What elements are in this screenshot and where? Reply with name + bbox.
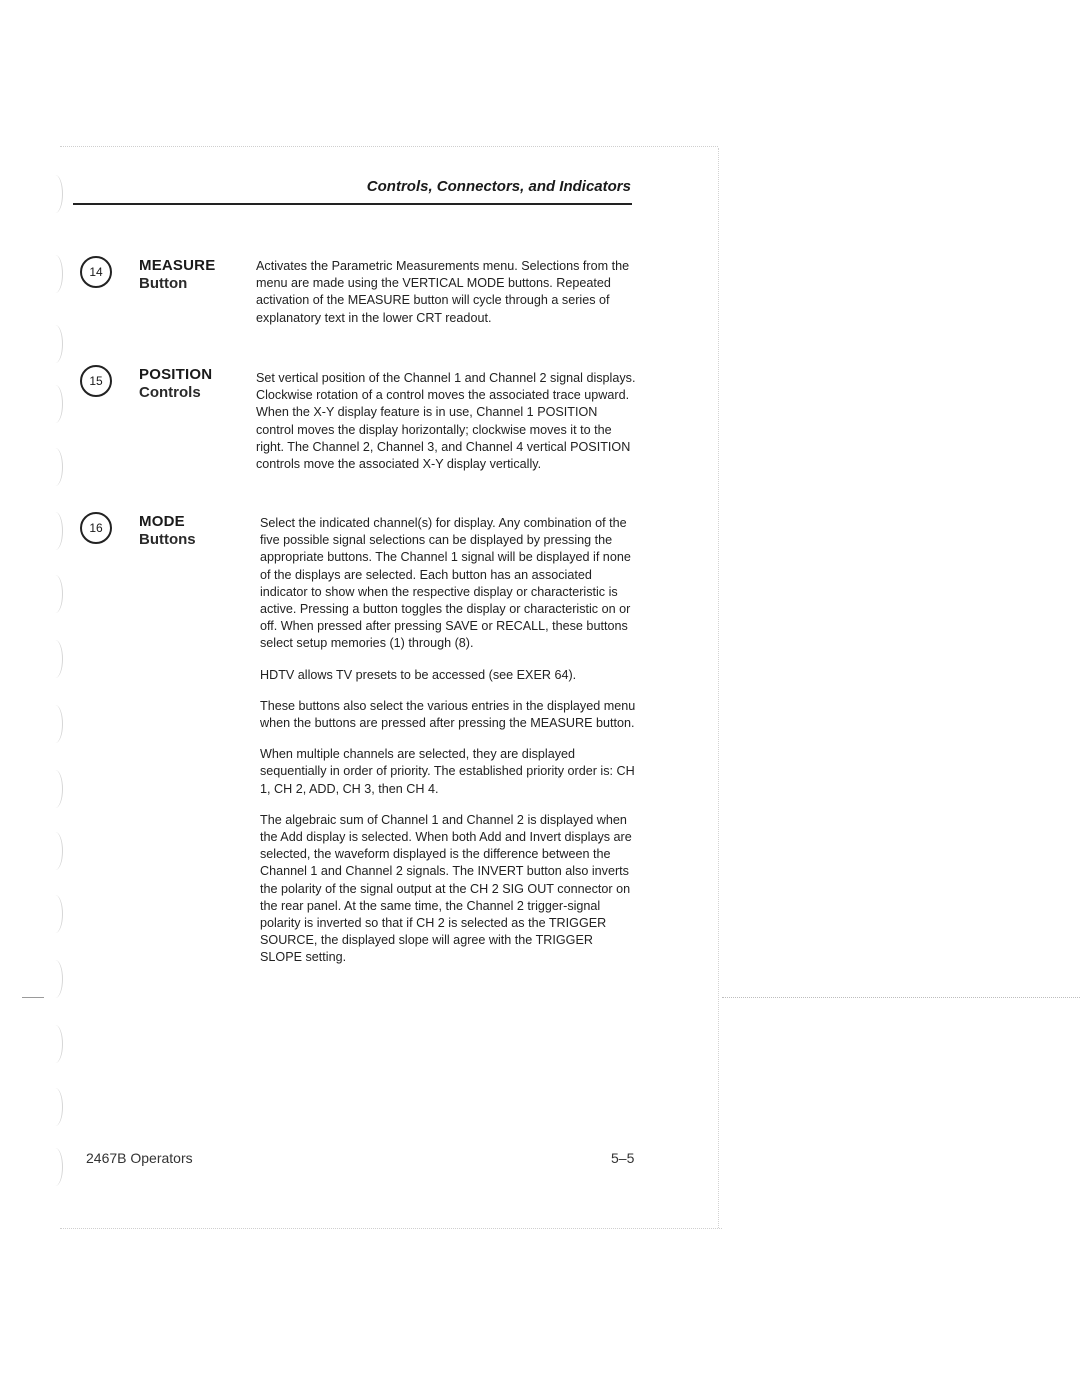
description-paragraph: The algebraic sum of Channel 1 and Channel 2 is displayed when the Add display is selected. When both Add and Invert displays are selected, the waveform displayed is the difference between the Channel 1 and Channel 2 signals. The INVERT button also inverts the polarity of the signal output at the CH 2 SIG OUT connector on the rear panel. At the same time, the Channel 2 trigger-signal polarity is inverted so that if CH 2 is selected as the TRIGGER SOURCE, the displayed slope will agree with the TRIGGER SLOPE setting. <box>260 812 632 965</box>
binder-hole-mark <box>48 1148 63 1186</box>
footer-manual-name: 2467B Operators <box>86 1150 193 1166</box>
entry-subtitle: Controls <box>139 384 201 401</box>
binder-hole-mark <box>48 1025 63 1063</box>
description-paragraph: These buttons also select the various entries in the displayed menu when the buttons are pressed after pressing the MEASURE button. <box>260 698 636 731</box>
entry-title: MODE <box>139 513 185 530</box>
binder-hole-mark <box>48 960 63 998</box>
entry-subtitle: Button <box>139 275 188 292</box>
callout-number-16: 16 <box>80 512 112 544</box>
binder-hole-mark <box>48 770 63 808</box>
footer-page-number: 5–5 <box>611 1150 635 1166</box>
description-paragraph: Activates the Parametric Measurements menu. Selections from the menu are made using the VERTICAL MODE buttons. Repeated activation of the MEASURE button will cycle through a series of explanatory text in the lower CRT readout. <box>256 259 630 325</box>
section-header-title: Controls, Connectors, and Indicators <box>366 178 631 195</box>
description-paragraph: When multiple channels are selected, they are displayed sequentially in order of priority. The established priority order is: CH 1, CH 2, ADD, CH 3, then CH 4. <box>260 747 635 796</box>
description-paragraph: HDTV allows TV presets to be accessed (see EXER 64). <box>260 667 577 682</box>
description-paragraph: Set vertical position of the Channel 1 and Channel 2 signal displays. Clockwise rotation of a control moves the associated trace upward. When the X-Y display feature is in use, Channel 1 POSITION control moves the display horizontally; clockwise moves it to the right. The Channel 2, Channel 3, and Channel 4 vertical POSITION controls move the associated X-Y display vertically. <box>256 371 636 472</box>
entry-description-mode <box>260 515 636 967</box>
scan-extension-line <box>722 997 1080 998</box>
description-paragraph: Select the indicated channel(s) for display. Any combination of the five possible signal selections can be displayed by pressing the appropriate buttons. The Channel 1 signal will be displayed if none of the displays are selected. Each button has an associated indicator to show when the respective display or characteristic is active. Pressing a button toggles the display or characteristic on or off. When pressed after pressing SAVE or RECALL, these buttons select setup memories (1) through (8). <box>260 516 631 651</box>
header-rule <box>73 203 632 205</box>
entry-subtitle: Buttons <box>139 531 196 548</box>
callout-number-15: 15 <box>80 365 112 397</box>
binder-hole-mark <box>48 1088 63 1126</box>
binder-hole-mark <box>48 832 63 870</box>
scan-edge-top <box>60 146 718 147</box>
scan-edge-bottom <box>60 1228 722 1229</box>
scan-left-dash <box>22 997 44 998</box>
entry-description-measure <box>256 258 636 327</box>
binder-hole-mark <box>48 705 63 743</box>
entry-title: POSITION <box>139 366 213 383</box>
callout-number-14: 14 <box>80 256 112 288</box>
binder-hole-mark <box>48 640 63 678</box>
entry-title: MEASURE <box>139 257 216 274</box>
binder-hole-mark <box>48 175 63 213</box>
entry-description-position <box>256 370 636 473</box>
binder-hole-mark <box>48 895 63 933</box>
